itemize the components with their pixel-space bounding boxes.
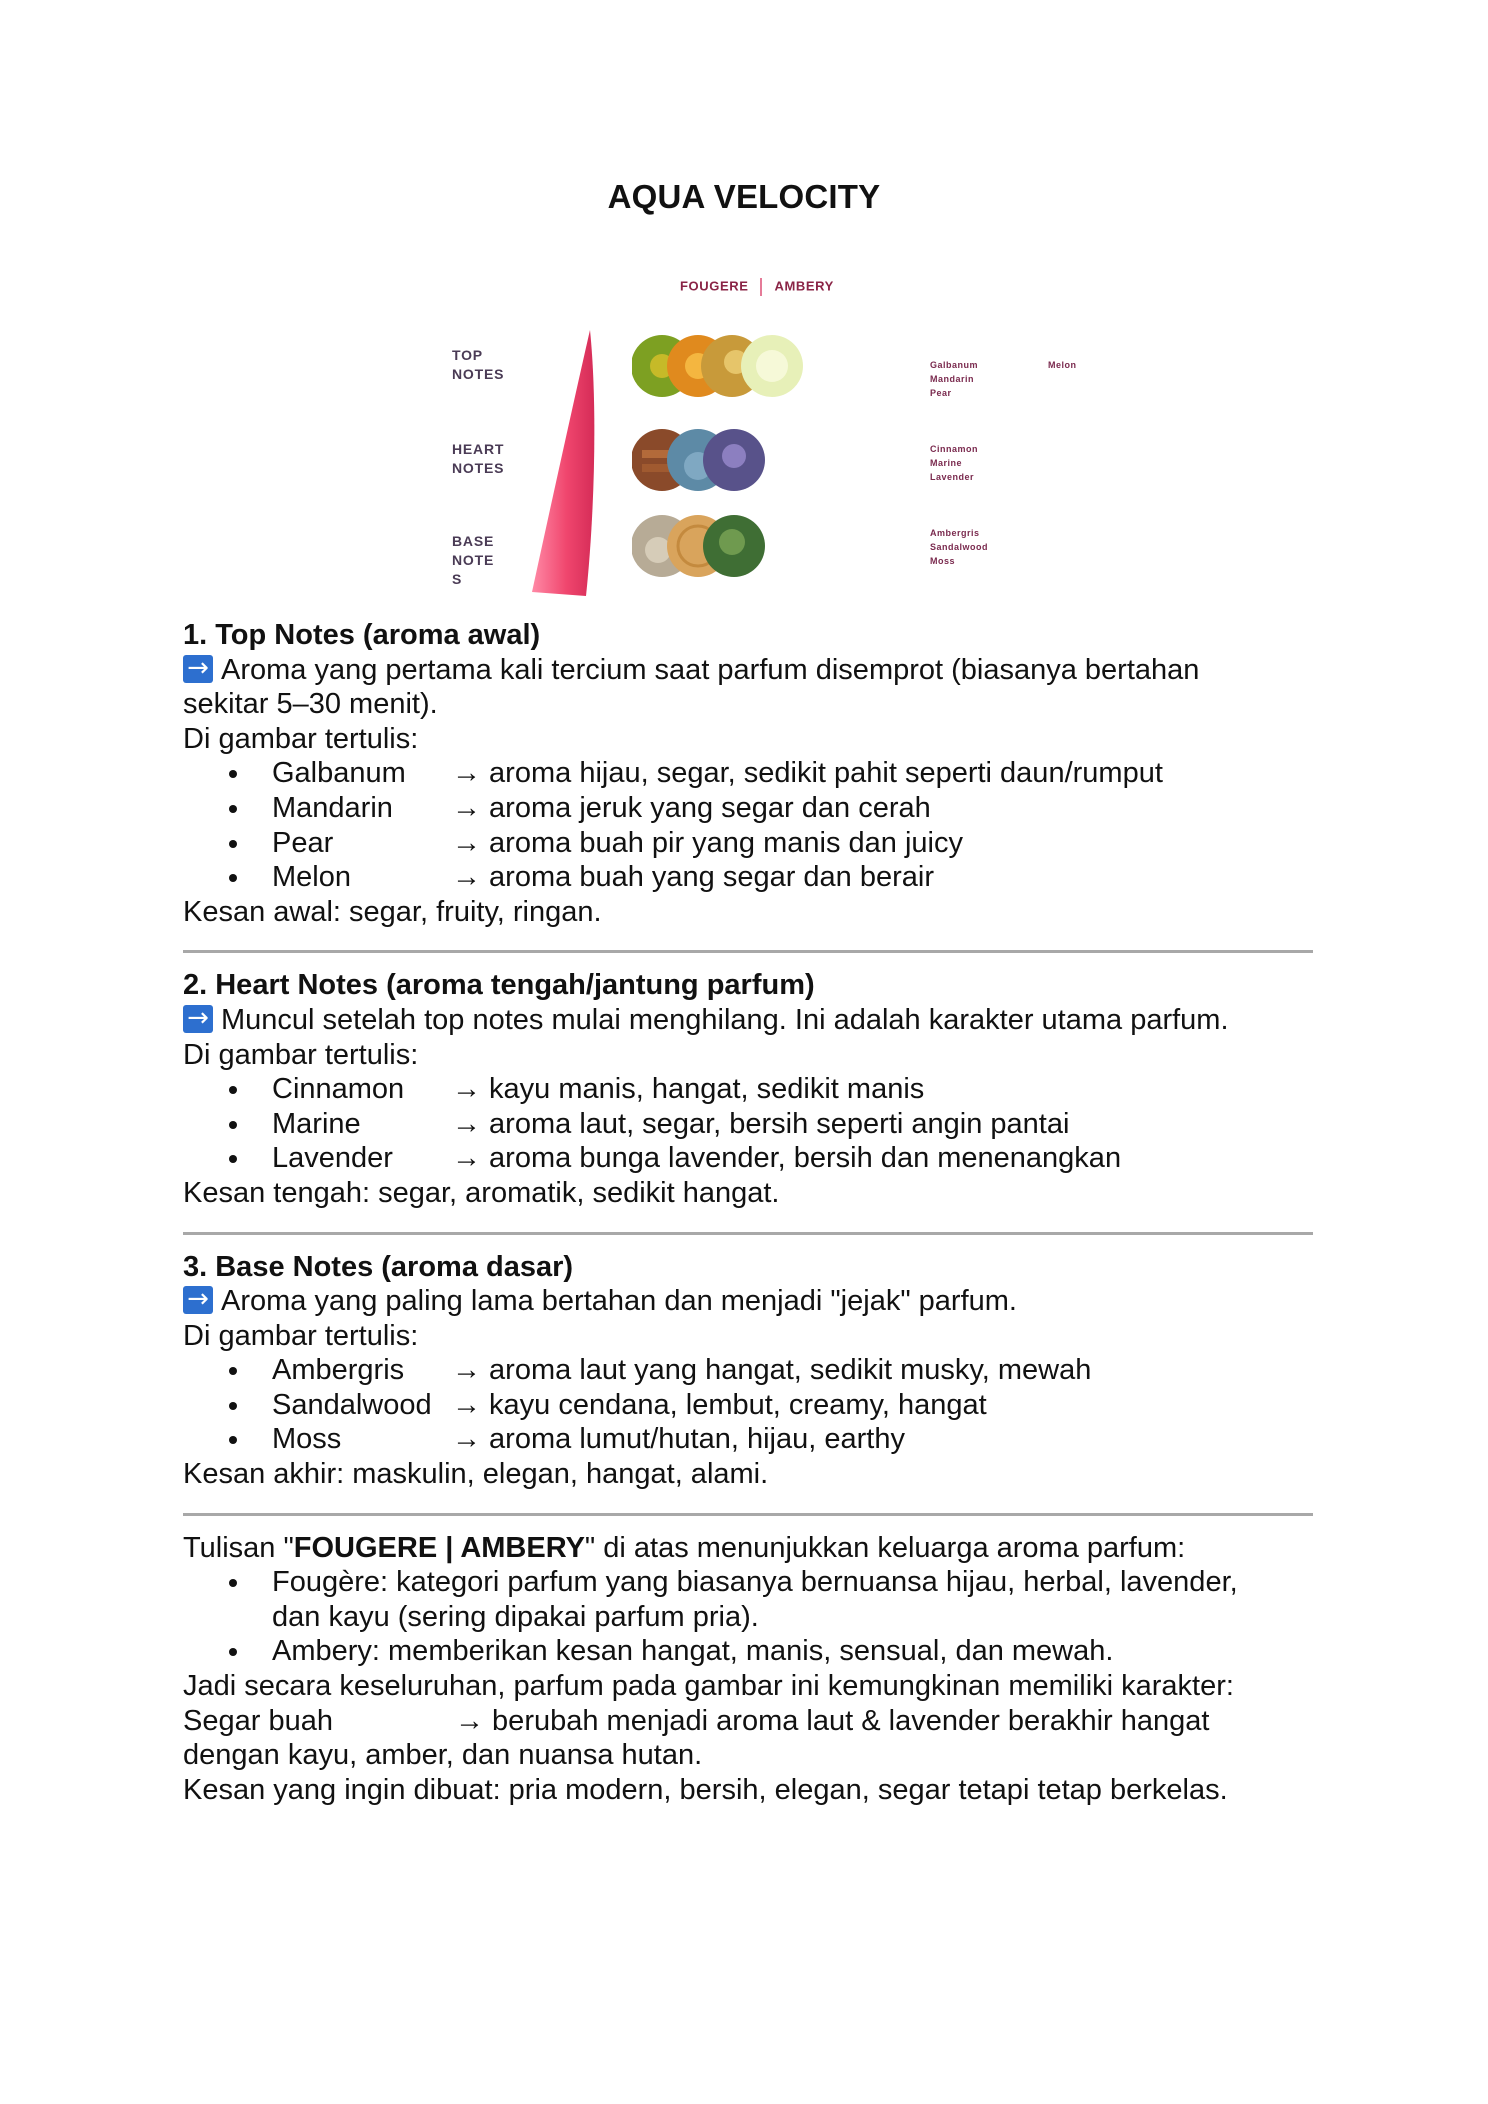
- note-sandalwood: Sandalwood: [930, 542, 989, 552]
- list-item: [183, 860, 1313, 895]
- segar-label: Segar buah: [183, 1704, 333, 1737]
- list-item: [183, 826, 1313, 861]
- closing-segar-cont: dengan kayu, amber, dan nuansa hutan.: [183, 1739, 703, 1772]
- closing-intro-suffix: " di atas menunjukkan keluarga aroma parfum:: [584, 1531, 1186, 1564]
- note-name: Moss: [272, 1423, 342, 1456]
- intro-text: Aroma yang pertama kali tercium saat parfum disemprot (biasanya bertahan: [221, 653, 1200, 686]
- family-fougere: FOUGERE: [680, 278, 749, 294]
- note-galbanum: Galbanum: [930, 360, 979, 370]
- tier-label-line: S: [452, 571, 463, 587]
- document-body: [183, 618, 1313, 1807]
- section-lead: Di gambar tertulis:: [183, 1319, 419, 1352]
- section-heading: 3. Base Notes (aroma dasar): [183, 1250, 574, 1283]
- note-desc: → aroma laut yang hangat, sedikit musky, mewah: [452, 1354, 1092, 1387]
- list-item: [183, 1422, 1313, 1457]
- note-name: Pear: [272, 826, 334, 859]
- arrow-right-icon: [183, 1286, 213, 1314]
- list-item: [183, 1072, 1313, 1107]
- tier-label-heart: [452, 440, 504, 478]
- note-lavender: Lavender: [930, 472, 975, 482]
- segar-rest: → berubah menjadi aroma laut & lavender berakhir hangat: [455, 1704, 1210, 1737]
- closing-intro-prefix: Tulisan ": [183, 1531, 294, 1564]
- closing-overall: Jadi secara keseluruhan, parfum pada gambar ini kemungkinan memiliki karakter:: [183, 1670, 1234, 1703]
- note-list: [183, 1072, 1313, 1176]
- note-name: Sandalwood: [272, 1388, 432, 1421]
- tier-label-top: [452, 346, 504, 384]
- section-intro: [183, 1003, 1313, 1038]
- list-item: [183, 1388, 1313, 1423]
- note-name: Melon: [272, 861, 351, 894]
- section-heading: 1. Top Notes (aroma awal): [183, 619, 541, 651]
- note-desc: → aroma jeruk yang segar dan cerah: [452, 791, 931, 824]
- note-name: Cinnamon: [272, 1073, 405, 1106]
- note-desc: → aroma buah pir yang manis dan juicy: [452, 826, 963, 859]
- family-list: [183, 1565, 1313, 1669]
- top-notes-list-2: [1048, 358, 1077, 372]
- note-desc: → aroma buah yang segar dan berair: [452, 861, 935, 894]
- note-name: Ambergris: [272, 1354, 405, 1387]
- note-cinnamon: Cinnamon: [930, 444, 978, 454]
- closing-intro: [183, 1531, 1313, 1566]
- arrow-right-icon: [183, 655, 213, 683]
- divider: [183, 950, 1313, 953]
- section-lead: Di gambar tertulis:: [183, 722, 419, 755]
- note-desc: → kayu cendana, lembut, creamy, hangat: [452, 1388, 987, 1421]
- note-desc: → aroma laut, segar, bersih seperti angin pantai: [452, 1107, 1070, 1140]
- arrow-right-icon: [183, 1005, 213, 1033]
- closing-segar: [183, 1704, 1313, 1739]
- fragrance-pyramid-figure: [440, 262, 1120, 602]
- top-notes-images: [632, 332, 812, 400]
- family-separator: [760, 278, 762, 296]
- note-melon: Melon: [1048, 360, 1077, 370]
- note-name: Marine: [272, 1107, 361, 1140]
- tier-label-base: [452, 532, 494, 589]
- divider: [183, 1232, 1313, 1235]
- top-notes-list: [930, 358, 978, 400]
- note-desc: → kayu manis, hangat, sedikit manis: [452, 1073, 925, 1106]
- note-list: [183, 756, 1313, 894]
- tier-label-line: TOP: [452, 347, 483, 363]
- note-name: Mandarin: [272, 791, 393, 824]
- heart-notes-images: [632, 426, 782, 494]
- note-name: Galbanum: [272, 757, 406, 790]
- note-list: [183, 1353, 1313, 1457]
- list-item: [183, 756, 1313, 791]
- section-heading: 2. Heart Notes (aroma tengah/jantung parfum): [183, 969, 815, 1002]
- section-summary: Kesan tengah: segar, aromatik, sedikit hangat.: [183, 1176, 780, 1209]
- note-ambergris: Ambergris: [930, 528, 980, 538]
- intro-text: Aroma yang paling lama bertahan dan menjadi "jejak" parfum.: [221, 1285, 1017, 1318]
- closing-impression: Kesan yang ingin dibuat: pria modern, bersih, elegan, segar tetapi tetap berkelas.: [183, 1773, 1228, 1806]
- document-title: AQUA VELOCITY: [607, 178, 881, 215]
- list-item: [183, 1141, 1313, 1176]
- list-item: [183, 1107, 1313, 1142]
- closing-intro-bold: FOUGERE | AMBERY: [293, 1531, 585, 1564]
- list-item: [183, 1353, 1313, 1388]
- heart-notes-list: [930, 442, 978, 484]
- note-marine: Marine: [930, 458, 963, 468]
- tier-label-line: HEART: [452, 441, 505, 457]
- tier-label-line: BASE: [452, 533, 495, 549]
- list-item: [183, 791, 1313, 826]
- tier-label-line: NOTE: [452, 552, 495, 568]
- note-desc: → aroma bunga lavender, bersih dan menenangkan: [452, 1142, 1122, 1175]
- section-lead: Di gambar tertulis:: [183, 1038, 419, 1071]
- divider: [183, 1513, 1313, 1516]
- family-ambery: AMBERY: [774, 278, 834, 294]
- pyramid-shape: [528, 330, 604, 600]
- tier-label-line: NOTES: [452, 460, 505, 476]
- base-notes-images: [632, 512, 782, 580]
- section-intro: [183, 653, 1313, 688]
- note-mandarin: Mandarin: [930, 374, 975, 384]
- note-pear: Pear: [930, 388, 952, 398]
- list-item: Ambery: memberikan kesan hangat, manis, sensual, dan mewah.: [183, 1634, 1313, 1669]
- fragrance-family: [680, 278, 834, 296]
- intro-text: Muncul setelah top notes mulai menghilang. Ini adalah karakter utama parfum.: [221, 1003, 1229, 1036]
- note-name: Lavender: [272, 1142, 393, 1175]
- note-desc: → aroma hijau, segar, sedikit pahit seperti daun/rumput: [452, 757, 1163, 790]
- section-intro: [183, 1284, 1313, 1319]
- tier-label-line: NOTES: [452, 366, 505, 382]
- base-notes-list: [930, 526, 988, 568]
- section-summary: Kesan awal: segar, fruity, ringan.: [183, 895, 602, 928]
- note-moss: Moss: [930, 556, 956, 566]
- section-intro-cont: sekitar 5–30 menit).: [183, 688, 438, 721]
- list-item: Fougère: kategori parfum yang biasanya bernuansa hijau, herbal, lavender, dan kayu (sering dipakai parfum pria).: [183, 1565, 1313, 1634]
- note-desc: → aroma lumut/hutan, hijau, earthy: [452, 1423, 905, 1456]
- section-summary: Kesan akhir: maskulin, elegan, hangat, alami.: [183, 1458, 769, 1491]
